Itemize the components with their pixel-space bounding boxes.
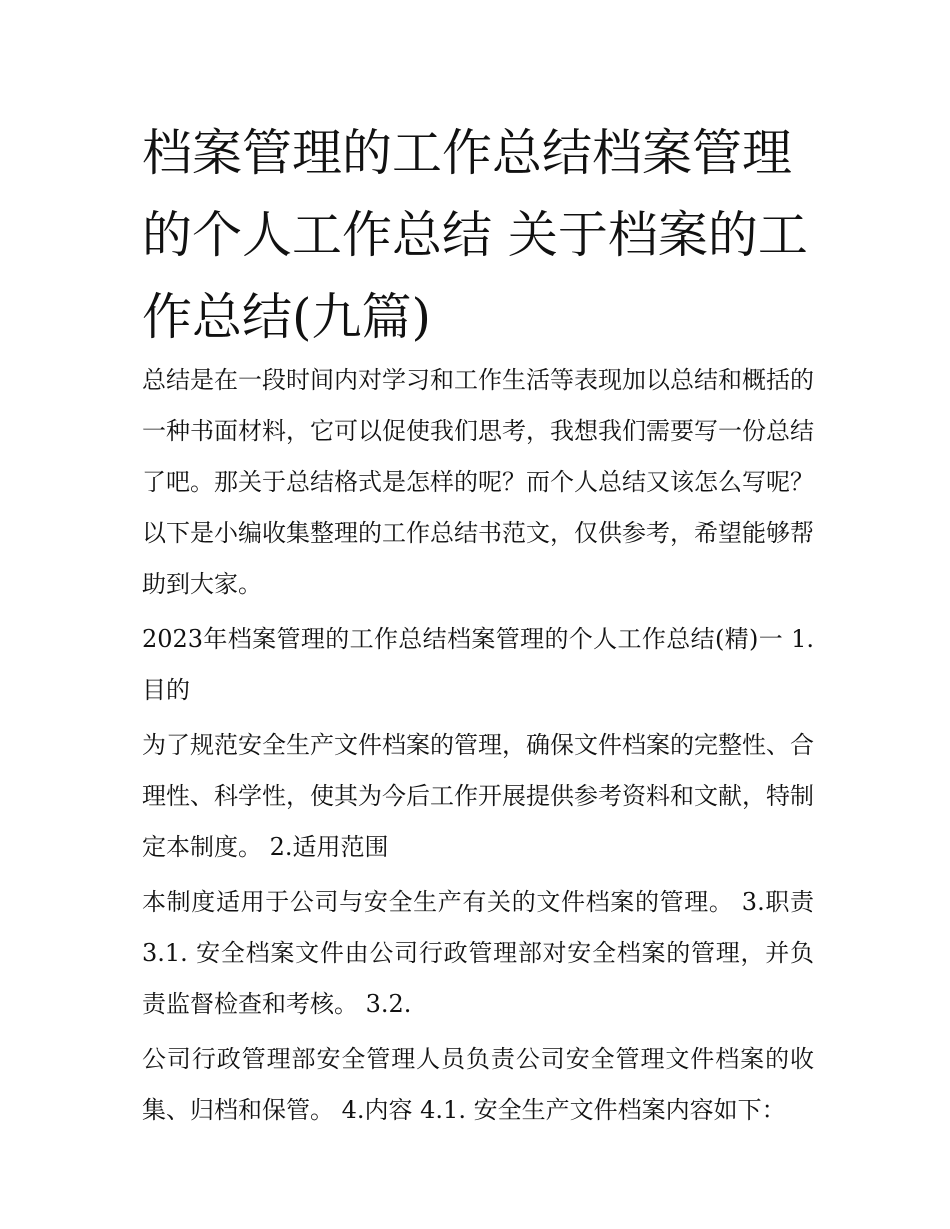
paragraph-heading-purpose: 2023年档案管理的工作总结档案管理的个人工作总结(精)一 1.目的 bbox=[142, 625, 814, 704]
paragraph-intro: 总结是在一段时间内对学习和工作生活等表现加以总结和概括的一种书面材料，它可以促使我们思考，我想我们需要写一份总结了吧。那关于总结格式是怎样的呢？而个人总结又该怎么写呢？以下是小编收集整理的工作总结书范文，仅供参考，希望能够帮助到大家。 bbox=[142, 366, 814, 598]
paragraph-scope: 本制度适用于公司与安全生产有关的文件档案的管理。 3.职责 3.1. 安全档案文件由公司行政管理部对安全档案的管理，并负责监督检查和考核。 3.2. bbox=[142, 888, 814, 1018]
document-body bbox=[142, 355, 814, 1140]
paragraph-purpose: 为了规范安全生产文件档案的管理，确保文件档案的完整性、合理性、科学性，使其为今后工作开展提供参考资料和文献，特制定本制度。 2.适用范围 bbox=[142, 731, 814, 861]
paragraph-content: 公司行政管理部安全管理人员负责公司安全管理文件档案的收集、归档和保管。 4.内容 4.1. 安全生产文件档案内容如下： bbox=[142, 1045, 814, 1124]
document-title: 档案管理的工作总结档案管理的个人工作总结 关于档案的工作总结(九篇) bbox=[142, 124, 808, 346]
